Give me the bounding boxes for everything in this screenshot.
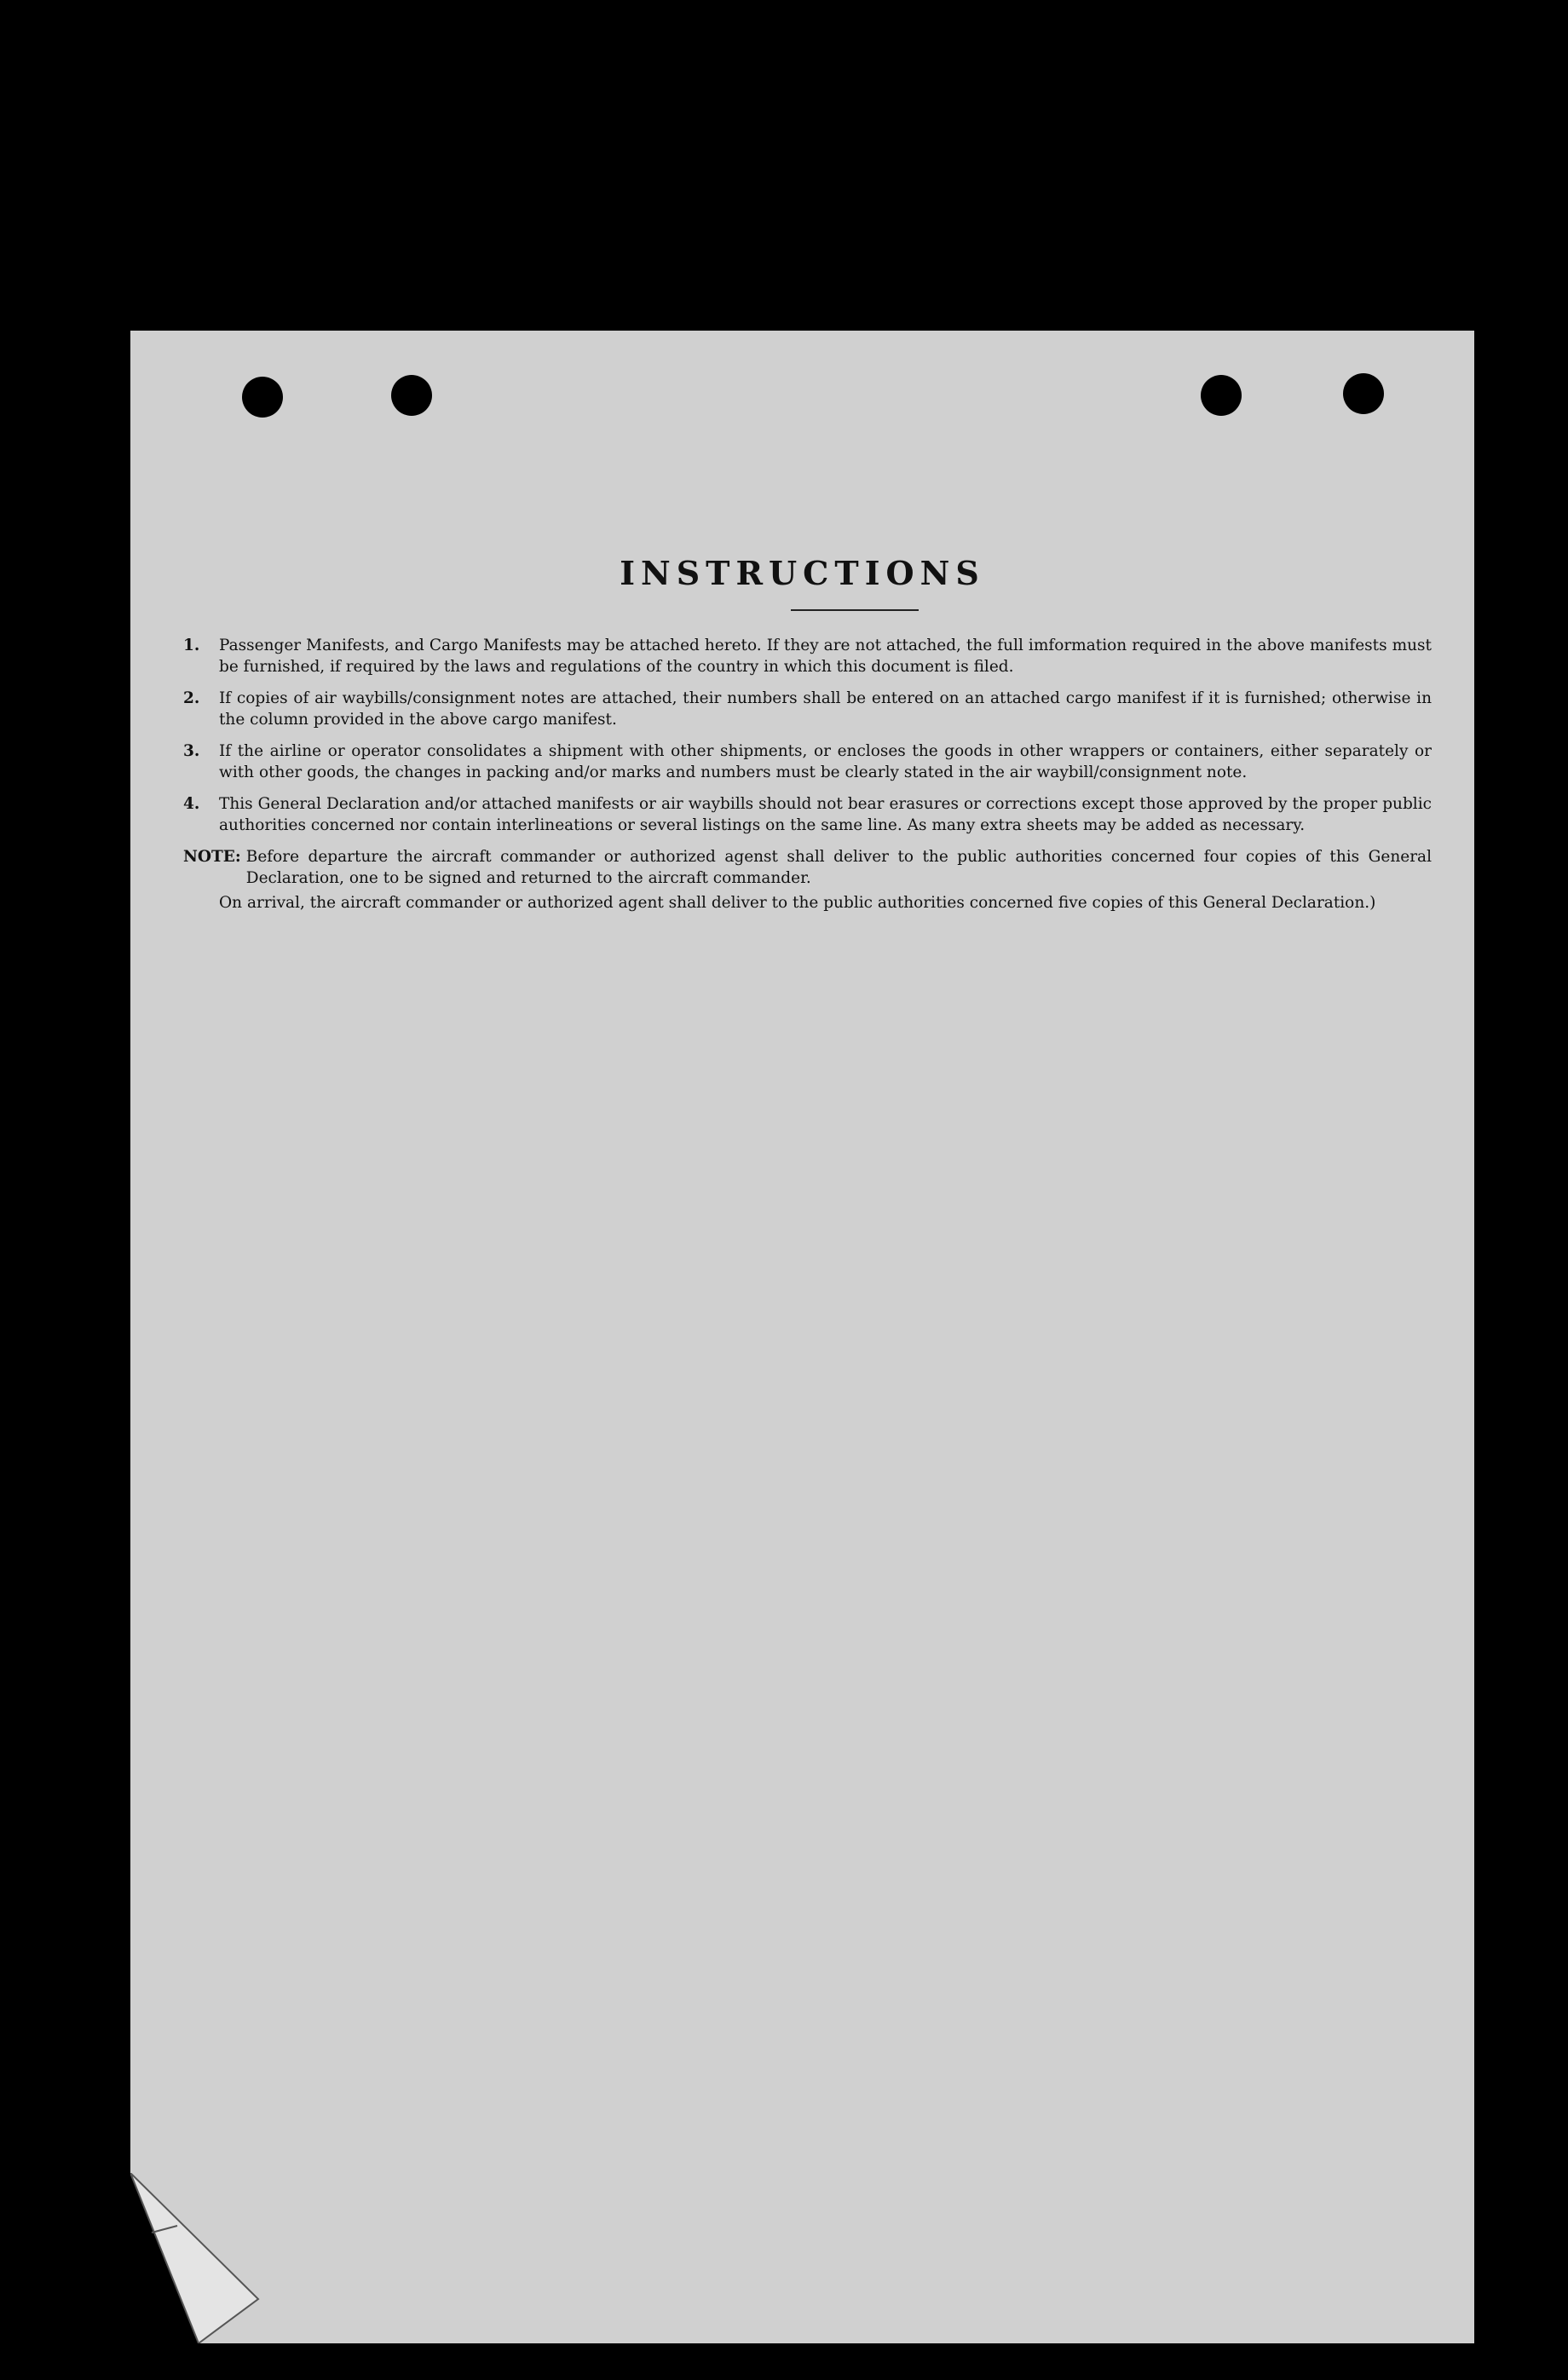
note-label: NOTE: (183, 848, 241, 866)
instruction-number: 3. (183, 742, 200, 760)
instruction-text: Passenger Manifests, and Cargo Manifests may be attached hereto. If they are not attached, the full imformation required in the above manifests must be furnished, if required by the laws and regulations of the country in which this document is filed. (219, 637, 1432, 676)
page-title: INSTRUCTIONS (620, 554, 985, 592)
instruction-item (183, 688, 1432, 730)
instruction-item (183, 793, 1432, 836)
instruction-number: 4. (183, 795, 200, 813)
instruction-item (183, 635, 1432, 677)
instruction-text: If the airline or operator consolidates a shipment with other shipments, or encloses the goods in other wrappers or containers, either separately or with other goods, the changes in packing and/or marks and numbers must be clearly stated in the air waybill/consignment note. (219, 742, 1432, 781)
punch-hole-2 (391, 375, 432, 416)
punch-hole-3 (1201, 375, 1242, 416)
punch-hole-1 (242, 377, 283, 418)
punch-hole-4 (1343, 373, 1384, 414)
note-block (183, 846, 1432, 889)
instruction-number: 2. (183, 689, 200, 707)
title-underline (791, 609, 919, 611)
instruction-text: This General Declaration and/or attached manifests or air waybills should not bear erasures or corrections except those approved by the proper public authorities concerned nor contain interlineations or several listings on the same line. As many extra sheets may be added as necessary. (219, 795, 1432, 834)
note-text: Before departure the aircraft commander or authorized agenst shall deliver to the public authorities concerned four copies of this General Declaration, one to be signed and returned to the aircraft commander. (245, 848, 1432, 887)
instructions-list (183, 635, 1432, 913)
instruction-number: 1. (183, 637, 200, 654)
instruction-text: If copies of air waybills/consignment notes are attached, their numbers shall be entered on an attached cargo manifest if it is furnished; otherwise in the column provided in the above cargo manifest. (219, 689, 1432, 729)
folded-corner (130, 2173, 284, 2343)
note-arrival-text: On arrival, the aircraft commander or authorized agent shall deliver to the public authorities concerned five copies of this General Declaration.) (219, 894, 1376, 912)
document-page (130, 331, 1474, 2343)
instruction-item (183, 741, 1432, 783)
